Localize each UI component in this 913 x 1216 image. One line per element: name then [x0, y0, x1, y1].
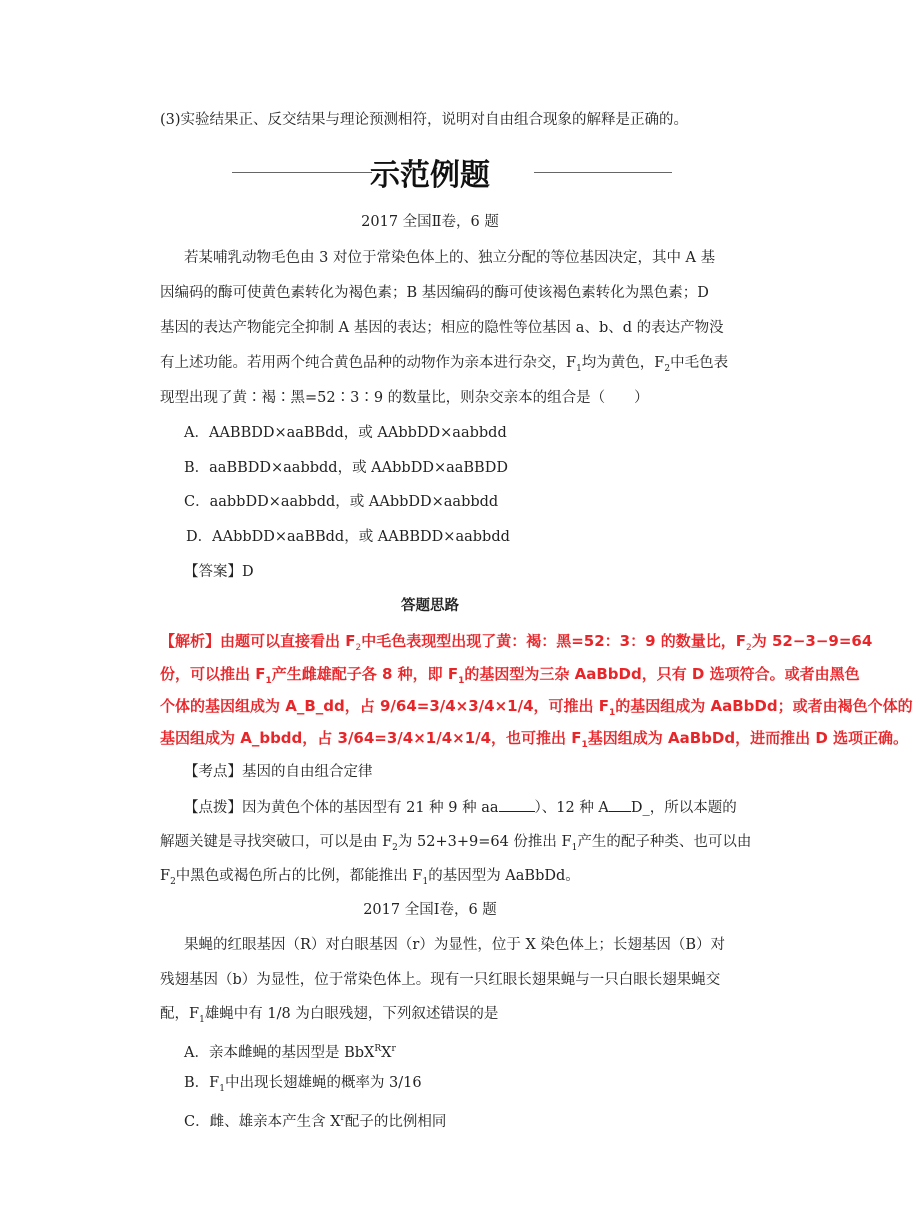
- dianbo-text: ）、12 种 A: [534, 800, 609, 816]
- q2-stem-line: 残翅基因（b）为显性，位于常染色体上。现有一只红眼长翅果蝇与一只白眼长翅果蝇交: [160, 972, 721, 988]
- q1-option-b: B．aaBBDD×aabbdd，或 AAbbDD×aaBBDD: [184, 460, 508, 476]
- section-heading: 示范例题: [370, 158, 490, 193]
- q2-option-c: [184, 1108, 446, 1132]
- q2-option-b: [184, 1073, 422, 1099]
- superscript: R: [374, 1044, 382, 1054]
- q2-stem-text: 雄蝇中有 1/8 为白眼残翅，下列叙述错误的是: [204, 1006, 499, 1022]
- q1-stem-text: 中毛色表: [670, 355, 729, 371]
- subscript: 1: [199, 1014, 205, 1025]
- analysis-line: [160, 728, 908, 755]
- q1-stem-line: [160, 353, 728, 379]
- q1-kaodian: 【考点】基因的自由组合定律: [184, 764, 373, 780]
- analysis-text: 的基因型为三杂 AaBbDd，只有 D 选项符合。或者由黑色: [464, 665, 860, 683]
- q1-dianbo-line: [160, 866, 580, 892]
- subscript: 1: [608, 708, 616, 718]
- subscript: 1: [265, 676, 272, 686]
- q2-stem-line: 果蝇的红眼基因（R）对白眼基因（r）为显性，位于 X 染色体上；长翅基因（B）对: [184, 937, 726, 953]
- q1-option-c: C．aabbDD×aabbdd，或 AAbbDD×aabbdd: [184, 494, 499, 510]
- q1-stem-line: 若某哺乳动物毛色由 3 对位于常染色体上的、独立分配的等位基因决定，其中 A 基: [184, 250, 716, 266]
- subscript: 1: [576, 363, 582, 374]
- subscript: 2: [664, 363, 671, 374]
- dianbo-text: 解题关键是寻找突破口，可以是由 F: [160, 834, 393, 850]
- option-text: 配子的比例相同: [344, 1113, 447, 1130]
- subscript: 2: [746, 643, 752, 653]
- analysis-text: 【解析】由题可以直接看出 F: [160, 632, 356, 650]
- subscript: 2: [170, 876, 176, 887]
- q1-source: 2017 全国Ⅱ卷，6 题: [361, 214, 499, 230]
- subscript: 1: [571, 842, 578, 853]
- q2-stem-line: [160, 1004, 498, 1030]
- dianbo-text: F: [160, 868, 171, 884]
- q1-dianbo-line: [184, 797, 737, 818]
- analysis-text: 基因组成为 AaBbDd，进而推出 D 选项正确。: [587, 729, 909, 747]
- subscript: 1: [458, 676, 465, 686]
- analysis-text: 个体的基因组成为 A_B_dd，占 9/64=3/4×3/4×1/4，可推出 F: [160, 697, 609, 715]
- analysis-line: [160, 631, 872, 658]
- q1-dianbo-line: [160, 832, 751, 858]
- dianbo-text: 产生的配子种类、也可以由: [577, 834, 752, 850]
- option-text: A．亲本雌蝇的基因型是 BbX: [184, 1044, 375, 1061]
- option-text: B．F: [184, 1075, 220, 1091]
- superscript: r: [391, 1044, 396, 1054]
- analysis-text: 份，可以推出 F: [160, 665, 266, 683]
- fill-blank: [609, 797, 631, 812]
- q2-option-a: [184, 1039, 396, 1063]
- q1-stem-text: 有上述功能。若用两个纯合黄色品种的动物作为亲本进行杂交，F: [160, 355, 577, 371]
- dianbo-text: 【点拨】因为黄色个体的基因型有 21 种 9 种 aa: [184, 800, 499, 816]
- q1-answer: 【答案】D: [184, 564, 254, 580]
- option-text: 中出现长翅雄蝇的概率为 3/16: [224, 1075, 422, 1091]
- analysis-text: 为 52−3−9=64: [751, 632, 873, 650]
- analysis-text: 产生雌雄配子各 8 种，即 F: [271, 665, 459, 683]
- heading-rule-right: [534, 172, 672, 173]
- q1-option-d: D．AAbbDD×aaBBdd，或 AABBDD×aabbdd: [186, 529, 510, 545]
- analysis-line: [160, 664, 860, 691]
- superscript: r: [340, 1113, 345, 1123]
- thinking-title: 答题思路: [401, 598, 459, 614]
- section-header: [0, 150, 860, 194]
- analysis-text: 中毛色表现型出现了黄：褐：黑=52：3：9 的数量比，F: [361, 632, 747, 650]
- dianbo-text: 为 52+3+9=64 份推出 F: [397, 834, 572, 850]
- subscript: 1: [219, 1083, 225, 1094]
- subscript: 1: [422, 876, 429, 887]
- intro-paragraph: (3)实验结果正、反交结果与理论预测相符，说明对自由组合现象的解释是正确的。: [160, 112, 689, 128]
- dianbo-text: 的基因型为 AaBbDd。: [428, 868, 580, 884]
- option-text: X: [381, 1044, 392, 1061]
- subscript: 2: [355, 643, 362, 653]
- q1-stem-line: 现型出现了黄∶褐∶黑=52∶3∶9 的数量比，则杂交亲本的组合是（ ）: [160, 390, 649, 406]
- dianbo-text: 中黑色或褐色所占的比例，都能推出 F: [175, 868, 423, 884]
- analysis-text: 的基因组成为 AaBbDd；或者由褐色个体的: [615, 697, 913, 715]
- q1-option-a: A．AABBDD×aaBBdd，或 AAbbDD×aabbdd: [184, 425, 507, 441]
- analysis-line: [160, 696, 913, 723]
- q2-source: 2017 全国Ⅰ卷，6 题: [363, 902, 497, 918]
- q1-stem-line: 因编码的酶可使黄色素转化为褐色素；B 基因编码的酶可使该褐色素转化为黑色素；D: [160, 285, 709, 301]
- fill-blank: [499, 797, 535, 812]
- subscript: 1: [581, 740, 588, 750]
- q2-stem-text: 配，F: [160, 1006, 200, 1022]
- analysis-text: 基因组成为 A_bbdd，占 3/64=3/4×1/4×1/4，也可推出 F: [160, 729, 582, 747]
- q1-stem-line: 基因的表达产物能完全抑制 A 基因的表达；相应的隐性等位基因 a、b、d 的表达产物没: [160, 320, 724, 336]
- q1-stem-text: 均为黄色，F: [581, 355, 665, 371]
- dianbo-text: D_，所以本题的: [630, 800, 737, 816]
- option-text: C．雌、雄亲本产生含 X: [184, 1113, 341, 1130]
- subscript: 2: [392, 842, 398, 853]
